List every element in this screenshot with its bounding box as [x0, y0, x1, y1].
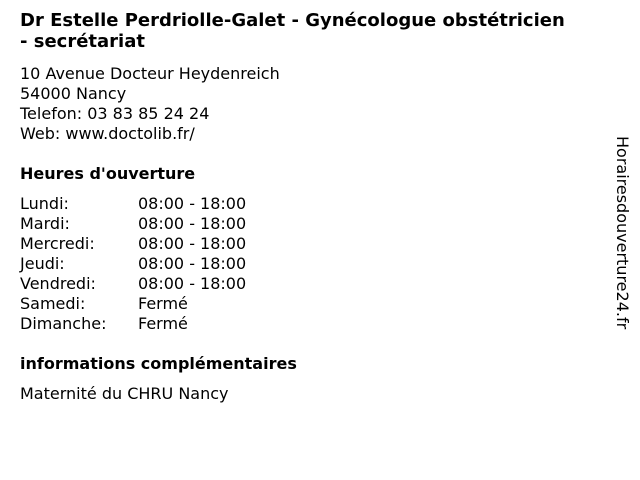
hours-table [20, 194, 246, 334]
info-heading: informations complémentaires [20, 354, 297, 373]
hours-heading: Heures d'ouverture [20, 164, 196, 183]
day-hours: 08:00 - 18:00 [138, 254, 247, 273]
day-hours: Fermé [138, 314, 188, 333]
street-address: 10 Avenue Docteur Heydenreich [20, 64, 280, 83]
day-label: Jeudi: [20, 254, 65, 273]
day-hours: 08:00 - 18:00 [138, 234, 247, 253]
day-hours: 08:00 - 18:00 [138, 274, 247, 293]
day-label: Mercredi: [20, 234, 95, 253]
day-label: Samedi: [20, 294, 86, 313]
day-label: Lundi: [20, 194, 69, 213]
page-title [20, 10, 620, 52]
hours-row-monday [20, 194, 246, 214]
page-title-line-2: - secrétariat [20, 31, 145, 52]
site-watermark: Horairesdouverture24.fr [613, 136, 632, 330]
day-label: Dimanche: [20, 314, 107, 333]
info-text: Maternité du CHRU Nancy [20, 384, 229, 403]
day-hours: 08:00 - 18:00 [138, 194, 247, 213]
page-title-line-1: Dr Estelle Perdriolle-Galet - Gynécologue obstétricien [20, 10, 565, 31]
day-label: Mardi: [20, 214, 70, 233]
hours-row-wednesday [20, 234, 246, 254]
address-block [20, 64, 280, 144]
city-address: 54000 Nancy [20, 84, 127, 103]
website-link[interactable]: Web: www.doctolib.fr/ [20, 124, 195, 143]
hours-row-sunday [20, 314, 246, 334]
phone-number: Telefon: 03 83 85 24 24 [20, 104, 210, 123]
hours-row-friday [20, 274, 246, 294]
hours-row-thursday [20, 254, 246, 274]
day-hours: 08:00 - 18:00 [138, 214, 247, 233]
day-hours: Fermé [138, 294, 188, 313]
hours-row-saturday [20, 294, 246, 314]
day-label: Vendredi: [20, 274, 96, 293]
hours-row-tuesday [20, 214, 246, 234]
